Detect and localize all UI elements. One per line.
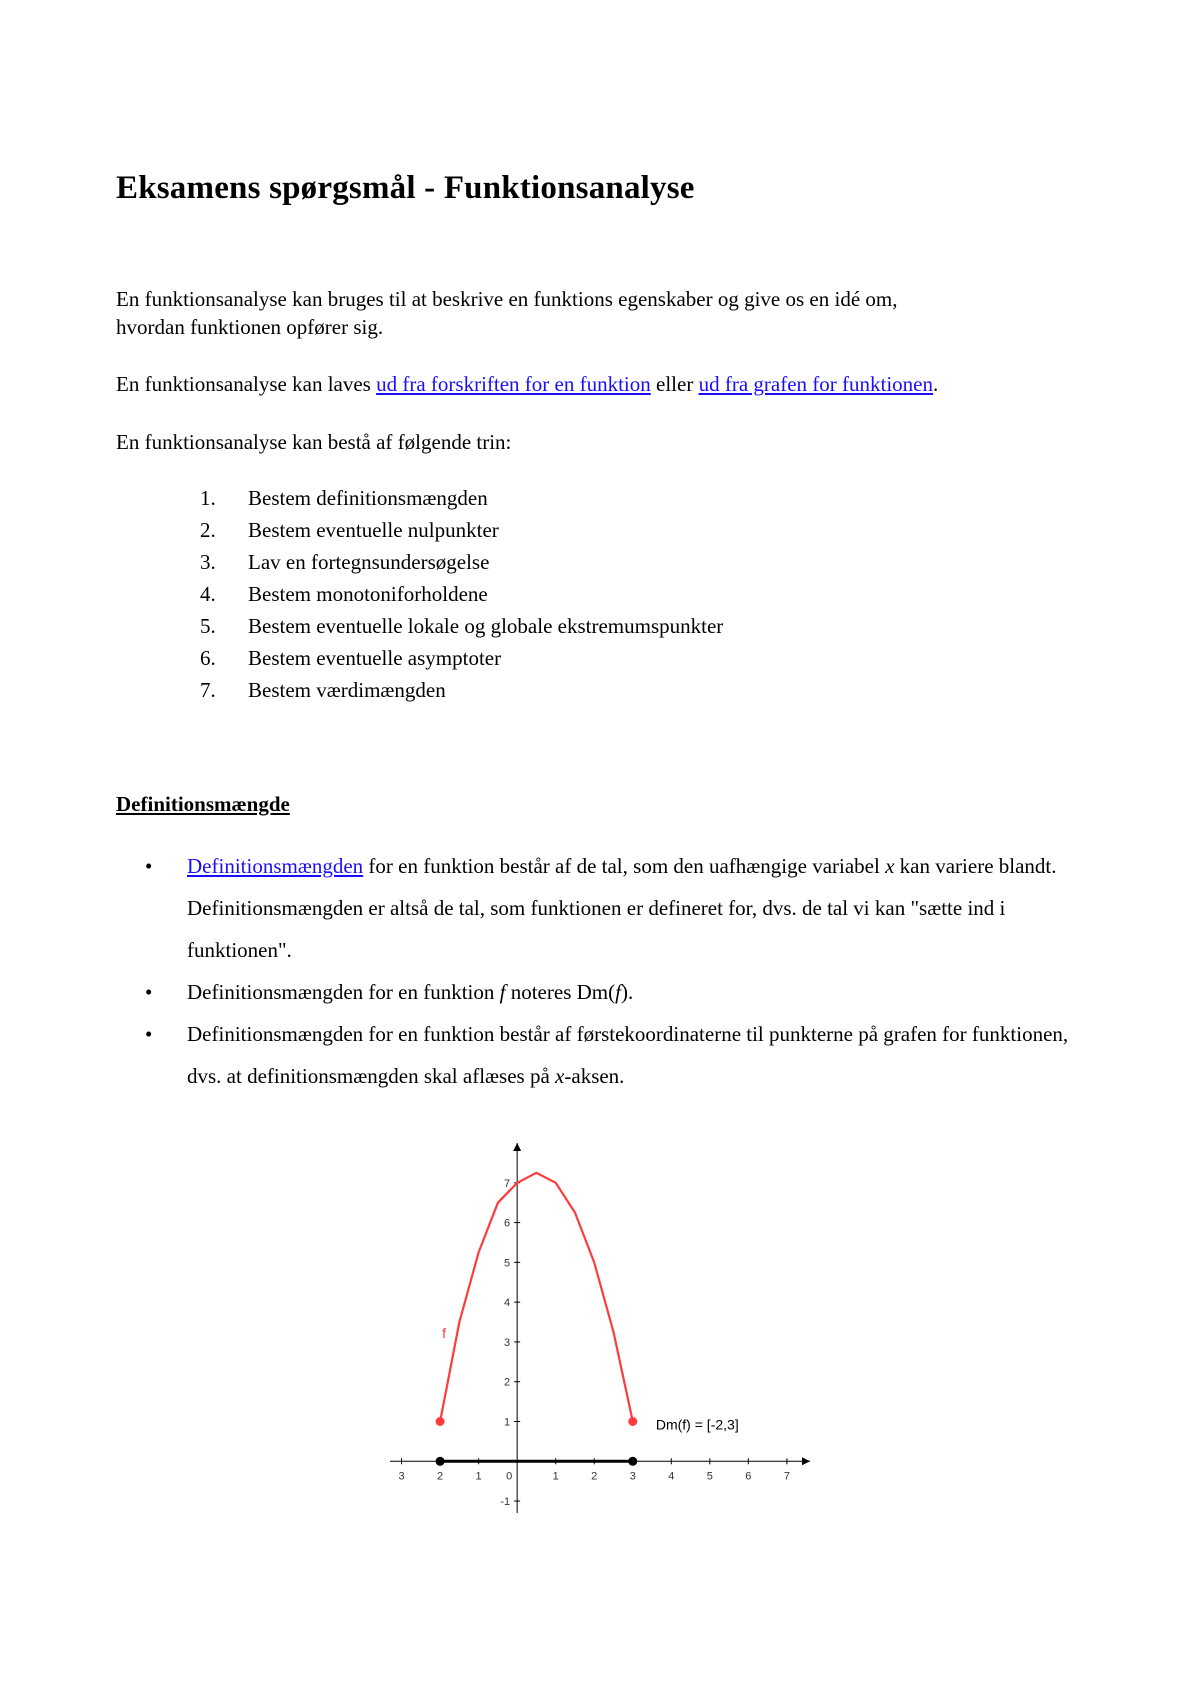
intro-line-2: hvordan funktionen opfører sig. — [116, 315, 384, 339]
list-item — [145, 845, 1105, 971]
bullet-text-part: noteres Dm( — [505, 980, 616, 1004]
variable-x: x — [555, 1064, 565, 1088]
bullet-icon: • — [145, 854, 153, 878]
step-item — [200, 578, 723, 610]
step-number: 4. — [200, 582, 216, 606]
bullet-text-part: Definitionsmængden for en funktion — [187, 980, 500, 1004]
y-tick-label: -1 — [500, 1496, 511, 1509]
x-tick-label: 3 — [629, 1470, 636, 1483]
step-number: 1. — [200, 486, 216, 510]
step-item — [200, 482, 723, 514]
section-heading: Definitionsmængde — [116, 792, 290, 816]
steps-intro: En funktionsanalyse kan bestå af følgende trin: — [116, 430, 512, 454]
x-tick-label: 5 — [706, 1470, 713, 1483]
y-tick-label: 5 — [504, 1257, 511, 1270]
bullet-text-part: Definitionsmængden for en funktion består af førstekoordinaterne til punkterne på grafen for funktionen, dvs. at definitionsmængden skal aflæses på — [187, 1022, 1069, 1088]
step-label: Bestem monotoniforholdene — [248, 582, 488, 606]
x-tick-label: 2 — [437, 1470, 444, 1483]
domain-annotation: Dm(f) = [-2,3] — [655, 1416, 739, 1433]
y-tick-label: 4 — [504, 1297, 511, 1310]
step-number: 3. — [200, 550, 216, 574]
y-tick-label: 6 — [504, 1217, 511, 1230]
step-item — [200, 514, 723, 546]
x-tick-label: 1 — [552, 1470, 559, 1483]
x-tick-label: 0 — [506, 1470, 513, 1483]
bullet-text-part: kan variere blandt. Definitionsmængden er altså de tal, som funktionen er defineret for, dvs. de tal vi kan "sætte ind i funktionen". — [187, 854, 1057, 962]
y-tick-label: 7 — [504, 1177, 511, 1190]
bullet-text-part: for en funktion består af de tal, som den uafhængige variabel — [363, 854, 886, 878]
y-tick-label: 3 — [504, 1336, 511, 1349]
intro-line-1: En funktionsanalyse kan bruges til at beskrive en funktions egenskaber og give os en idé om, — [116, 287, 898, 311]
curve-label: f — [442, 1324, 446, 1341]
variable-x: x — [885, 854, 895, 878]
method-paragraph — [116, 370, 938, 398]
step-number: 6. — [200, 646, 216, 670]
step-label: Lav en fortegnsundersøgelse — [248, 550, 490, 574]
step-item — [200, 610, 723, 642]
bullet-text — [187, 1013, 1105, 1097]
step-label: Bestem definitionsmængden — [248, 486, 488, 510]
list-item — [145, 1013, 1105, 1097]
step-number: 2. — [200, 518, 216, 542]
y-tick-label: 2 — [504, 1376, 511, 1389]
x-tick-label: 6 — [745, 1470, 752, 1483]
step-item — [200, 674, 723, 706]
bullet-icon: • — [145, 1022, 153, 1046]
bullet-text — [187, 845, 1105, 971]
step-number: 7. — [200, 678, 216, 702]
step-label: Bestem eventuelle asymptoter — [248, 646, 502, 670]
function-curve — [440, 1173, 633, 1422]
curve-endpoint — [628, 1417, 637, 1426]
step-label: Bestem værdimængden — [248, 678, 446, 702]
variable-f: f — [615, 980, 621, 1004]
step-label: Bestem eventuelle lokale og globale ekstremumspunkter — [248, 614, 724, 638]
bullet-text — [187, 971, 1105, 1013]
domain-endpoint-right — [628, 1457, 637, 1466]
link-definitionsmaengden[interactable]: Definitionsmængden — [187, 854, 364, 878]
x-tick-label: 2 — [591, 1470, 598, 1483]
list-item — [145, 971, 1105, 1013]
page-title: Eksamens spørgsmål - Funktionsanalyse — [116, 170, 695, 206]
bullet-icon: • — [145, 980, 153, 1004]
method-text-or: eller — [650, 372, 699, 396]
method-text-end: . — [933, 372, 939, 396]
step-label: Bestem eventuelle nulpunkter — [248, 518, 499, 542]
domain-endpoint-left — [436, 1457, 445, 1466]
y-tick-label: 1 — [504, 1416, 511, 1429]
intro-paragraph — [116, 285, 897, 341]
x-tick-label: 3 — [398, 1470, 405, 1483]
link-grafen[interactable]: ud fra grafen for funktionen — [698, 372, 933, 396]
y-axis-arrow-icon — [513, 1143, 521, 1151]
link-forskrift[interactable]: ud fra forskriften for en funktion — [376, 372, 651, 396]
variable-f: f — [499, 980, 506, 1004]
step-item — [200, 642, 723, 674]
x-tick-label: 4 — [668, 1470, 675, 1483]
bullet-text-part: ). — [620, 980, 634, 1004]
bullet-text-part: -aksen. — [564, 1064, 625, 1088]
x-tick-label: 7 — [783, 1470, 790, 1483]
steps-list — [200, 482, 723, 706]
x-axis-arrow-icon — [802, 1457, 810, 1465]
curve-endpoint — [436, 1417, 445, 1426]
bullet-list — [145, 845, 1105, 1097]
method-text: En funktionsanalyse kan laves — [116, 372, 377, 396]
function-graph — [380, 1135, 820, 1525]
step-item — [200, 546, 723, 578]
step-number: 5. — [200, 614, 216, 638]
x-tick-label: 1 — [475, 1470, 482, 1483]
